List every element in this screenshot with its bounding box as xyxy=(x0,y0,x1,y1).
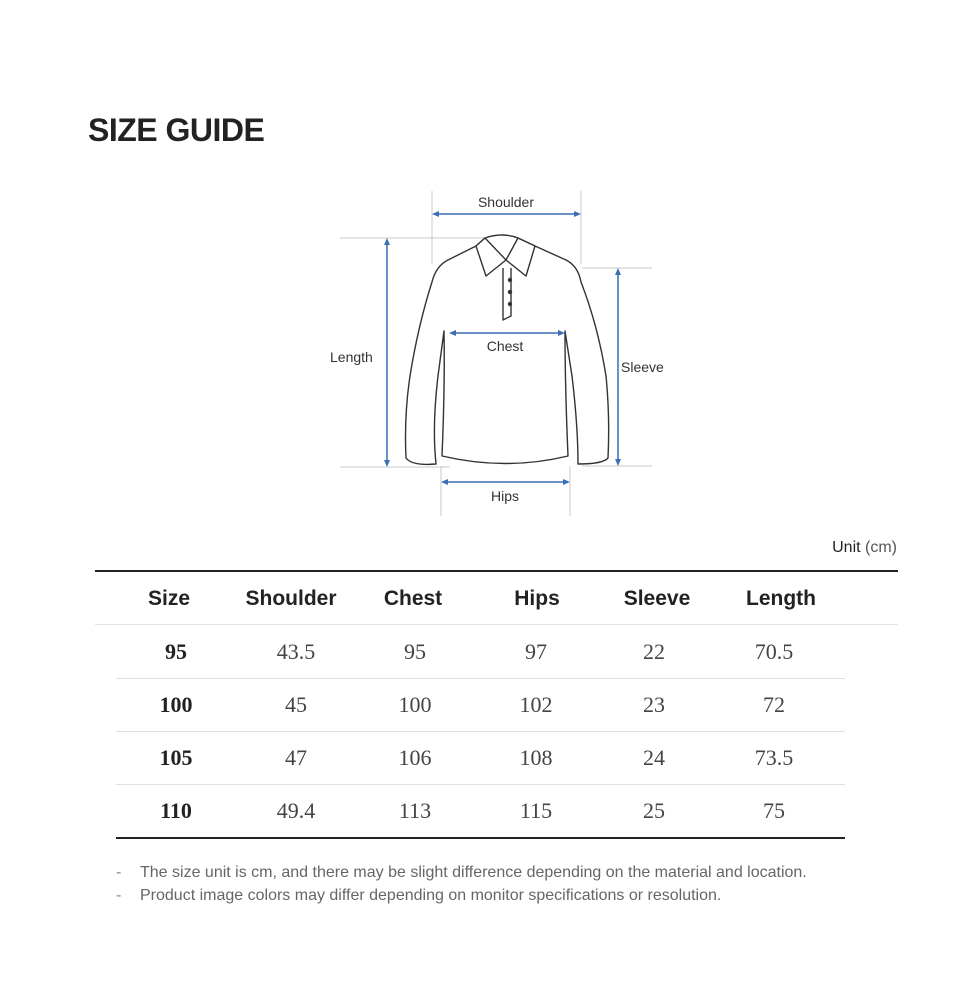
garment-diagram xyxy=(320,186,680,518)
cell-hips: 108 xyxy=(519,745,553,770)
hips-label: Hips xyxy=(490,488,520,504)
cell-hips: 115 xyxy=(519,798,553,823)
cell-size: 105 xyxy=(159,745,193,770)
header-sleeve: Sleeve xyxy=(623,587,691,610)
cell-length: 73.5 xyxy=(754,745,794,770)
table-header-row xyxy=(95,572,898,625)
unit-text: Unit xyxy=(832,539,861,556)
cell-length: 70.5 xyxy=(754,639,794,664)
cell-length: 75 xyxy=(763,798,785,823)
header-hips: Hips xyxy=(514,587,560,610)
chest-label: Chest xyxy=(486,338,524,354)
cell-chest: 95 xyxy=(404,639,426,664)
cell-shoulder: 43.5 xyxy=(276,639,316,664)
header-size: Size xyxy=(147,587,191,610)
length-label: Length xyxy=(330,349,373,365)
unit-value: (cm) xyxy=(865,539,897,556)
table-body xyxy=(116,626,845,839)
cell-hips: 102 xyxy=(519,692,553,717)
note-marker: - xyxy=(116,864,122,881)
cell-chest: 113 xyxy=(398,798,432,823)
cell-size: 110 xyxy=(160,798,192,823)
cell-sleeve: 22 xyxy=(643,639,665,664)
cell-sleeve: 25 xyxy=(643,798,665,823)
sleeve-label: Sleeve xyxy=(621,359,664,375)
notes-list xyxy=(116,861,807,907)
cell-sleeve: 24 xyxy=(643,745,665,770)
table-row xyxy=(116,626,845,679)
shoulder-label: Shoulder xyxy=(477,194,535,210)
note-text: Product image colors may differ depending on monitor specifications or resolution. xyxy=(140,887,722,904)
page-title: SIZE GUIDE xyxy=(88,112,265,148)
cell-length: 72 xyxy=(763,692,785,717)
cell-shoulder: 45 xyxy=(285,692,307,717)
table-row xyxy=(116,732,845,785)
unit-label xyxy=(832,539,897,557)
cell-chest: 100 xyxy=(398,692,432,717)
cell-chest: 106 xyxy=(398,745,432,770)
table-row xyxy=(116,785,845,839)
cell-hips: 97 xyxy=(525,639,547,664)
cell-size: 100 xyxy=(159,692,193,717)
note-text: The size unit is cm, and there may be slight difference depending on the material and location. xyxy=(140,864,807,881)
cell-shoulder: 47 xyxy=(285,745,307,770)
table-row xyxy=(116,679,845,732)
cell-size: 95 xyxy=(165,639,187,664)
cell-shoulder: 49.4 xyxy=(276,798,316,823)
garment-diagram-svg xyxy=(320,186,680,518)
header-shoulder: Shoulder xyxy=(245,587,337,610)
note-item xyxy=(116,861,807,884)
note-marker: - xyxy=(116,887,122,904)
note-item xyxy=(116,884,807,907)
header-chest: Chest xyxy=(383,587,443,610)
header-length: Length xyxy=(746,587,816,610)
cell-sleeve: 23 xyxy=(643,692,665,717)
